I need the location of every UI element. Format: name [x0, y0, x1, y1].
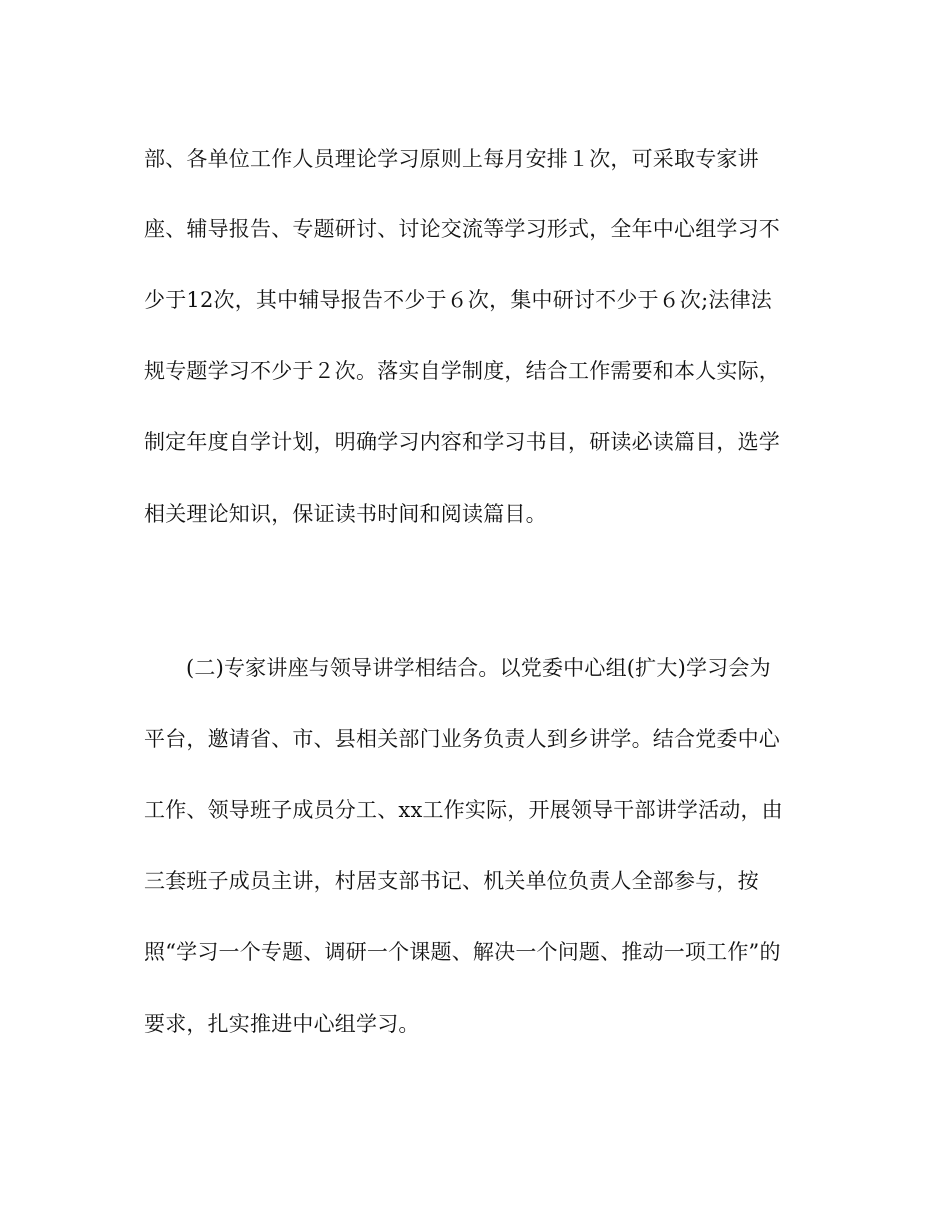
text-line: 工作、领导班子成员分工、xx工作实际，开展领导干部讲学活动，由	[144, 798, 783, 822]
text-line: 制定年度自学计划，明确学习内容和学习书目，研读必读篇目，选学	[144, 430, 780, 454]
text-line: 少于12次，其中辅导报告不少于６次，集中研讨不少于６次;法律法	[144, 288, 772, 312]
text-line: 规专题学习不少于２次。落实自学制度，结合工作需要和本人实际，	[144, 359, 780, 383]
text-line: 平台，邀请省、市、县相关部门业务负责人到乡讲学。结合党委中心	[144, 727, 780, 751]
text-line: 相关理论知识，保证读书时间和阅读篇目。	[144, 502, 547, 526]
text-line: (二)专家讲座与领导讲学相结合。以党委中心组(扩大)学习会为	[186, 656, 771, 680]
text-line: 部、各单位工作人员理论学习原则上每月安排１次，可采取专家讲	[144, 147, 759, 171]
text-line: 要求，扎实推进中心组学习。	[144, 1012, 420, 1036]
text-line: 座、辅导报告、专题研讨、讨论交流等学习形式，全年中心组学习不	[144, 217, 780, 241]
text-line: 照“学习一个专题、调研一个课题、解决一个问题、推动一项工作”的	[144, 940, 781, 964]
text-line: 三套班子成员主讲，村居支部书记、机关单位负责人全部参与，按	[144, 869, 759, 893]
